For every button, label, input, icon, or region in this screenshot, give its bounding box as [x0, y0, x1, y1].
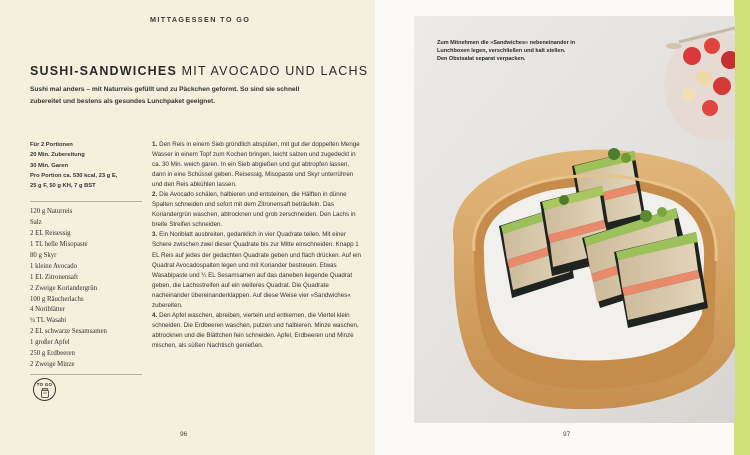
step-number: 3. [152, 231, 158, 239]
ingredient-item: 2 Zweige Koriandergrün [30, 284, 98, 292]
jar-icon [41, 388, 49, 398]
ingredient-item: ¼ TL Wasabi [30, 317, 67, 325]
ingredient-item: 2 Zweige Minze [30, 361, 75, 369]
ingredient-item: Salz [30, 218, 42, 226]
step-number: 2. [152, 191, 158, 199]
instruction-step [152, 190, 364, 230]
step-text: Ein Noriblatt ausbreiten, gedanklich in vier Quadrate teilen. Mit einer Schere zwischen zwei dieser Quadrate bis zur Mitte einschneiden. Knapp 1 EL Reis auf jedes der gedachten Quadrate geben und flach drücken. Auf ein Quadrat Avocadospalten legen und mit Koriander bestreuen. Etwas Wasabipaste und ¼ EL Sesamsamen auf das daneben liegende Quadrat geben, die Lachsstreifen auf ein weiteres Quadrat. Die Quadrate nacheinander übereinanderklappen. Auf diese Weise vier »Sandwiches« zubereiten. [152, 231, 361, 309]
ingredient-item: 1 TL helle Misopaste [30, 240, 88, 248]
lunchbox-photo-illustration [414, 16, 735, 423]
instruction-step [152, 230, 364, 310]
running-head: MITTAGESSEN TO GO [150, 15, 251, 24]
ingredient-item: 2 EL schwarze Sesamsamen [30, 328, 107, 336]
ingredient-item: 120 g Naturreis [30, 208, 73, 215]
fact-line: 30 Min. Garen [30, 162, 69, 169]
food-photo [414, 16, 735, 423]
edge-tab [734, 0, 750, 455]
page-number-left: 96 [180, 431, 188, 438]
to-go-label: TO GO [36, 382, 53, 387]
ingredient-item: 1 kleine Avocado [30, 262, 78, 270]
instructions [152, 140, 364, 351]
instruction-step [152, 311, 364, 351]
step-text: Die Avocado schälen, halbieren und entsteinen, die Hälften in dünne Spalten schneiden und sofort mit dem Zitronensaft beträufeln. Das Koriandergrün waschen, abtrocknen und grob zerschneiden. Den Lachs in breite Streifen schneiden. [152, 191, 356, 229]
recipe-facts [30, 140, 150, 191]
ingredient-item: 4 Noriblätter [30, 306, 65, 314]
divider [30, 374, 142, 375]
step-number: 4. [152, 311, 158, 319]
ingredient-item: 80 g Skyr [30, 251, 57, 259]
fact-line: 25 g F, 50 g KH, 7 g BST [30, 183, 96, 190]
step-number: 1. [152, 141, 158, 148]
photo-caption: Zum Mitnehmen die »Sandwiches« nebeneinander in Lunchboxen legen, verschließen und kalt stellen. Den Obstsalat separat verpacken. [437, 40, 576, 63]
step-text: Den Reis in einem Sieb gründlich abspülen, mit gut der doppelten Menge Wasser in einem Topf zum Kochen bringen, leicht salzen und zugedeckt in ca. 30 Min. weich garen. In ein Sieb abgießen und gut abtropfen lassen, dann in eine Schüssel geben. Reisessig, Misopaste und Skyr unterrühren und den Reis abkühlen lassen. [152, 141, 360, 189]
instruction-step [152, 140, 364, 190]
ingredient-item: 1 EL Zitronensaft [30, 273, 79, 281]
fact-line: Für 2 Portionen [30, 142, 73, 148]
recipe-title-sub: MIT AVOCADO UND LACHS [181, 64, 369, 78]
recipe-intro: Sushi mal anders – mit Naturreis gefüllt und zu Päckchen geformt. So sind sie schnell zubereitet und bestens als gesundes Lunchpaket geeignet. [30, 86, 300, 105]
step-text: Den Apfel waschen, abreiben, vierteln und entkernen, die Viertel klein schneiden. Die Erdbeeren waschen, putzen und halbieren. Minze waschen, abtrocknen und die Blättchen fein schneiden. Apfel, Erdbeeren und Minze mischen, als süßen Nachtisch genießen. [152, 311, 359, 349]
ingredient-item: 1 großer Apfel [30, 339, 70, 347]
to-go-badge [33, 378, 56, 401]
divider [30, 201, 142, 202]
fact-line: Pro Portion ca. 530 kcal, 23 g E, [30, 172, 118, 179]
recipe-title [30, 64, 368, 78]
ingredient-item: 2 EL Reisessig [30, 229, 71, 237]
ingredient-list [30, 207, 148, 371]
fact-line: 20 Min. Zubereitung [30, 152, 85, 159]
ingredient-item: 250 g Erdbeeren [30, 350, 75, 358]
page-number-right: 97 [563, 431, 571, 438]
recipe-title-main: SUSHI-SANDWICHES [30, 64, 177, 78]
ingredient-item: 100 g Räucherlachs [30, 295, 84, 303]
